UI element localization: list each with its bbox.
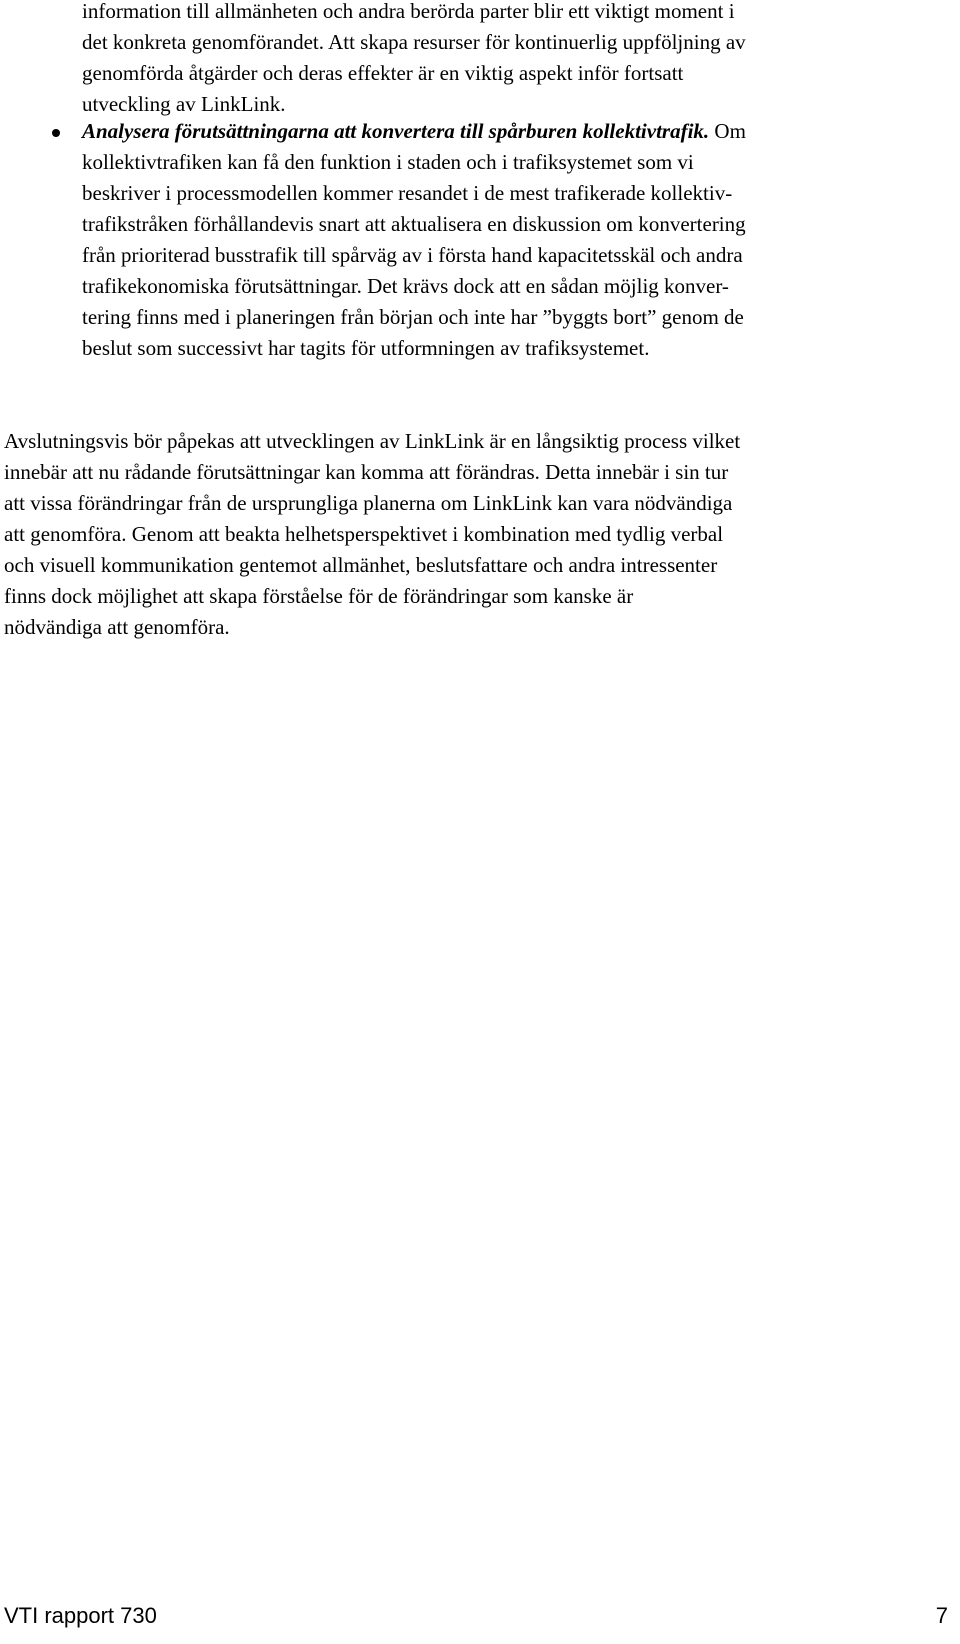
bullet-heading: Analysera förutsättningarna att konvertera till spårburen kollektivtrafik. [82,119,710,143]
text-line: tering finns med i planeringen från början och inte har ”byggts bort” genom de [82,305,744,329]
text-line: och visuell kommunikation gentemot allmänhet, beslutsfattare och andra intressenter [4,553,718,577]
text-line: Avslutningsvis bör påpekas att utvecklingen av LinkLink är en långsiktig process vilket [4,429,741,453]
text-line: trafikekonomiska förutsättningar. Det krävs dock att en sådan möjlig konver- [82,274,729,298]
text-line: finns dock möjlighet att skapa förståelse för de förändringar som kanske är [4,584,634,608]
page-number: 7 [935,1603,948,1628]
continuation-text [82,0,940,120]
report-label: VTI rapport 730 [4,1603,157,1628]
text-line: trafikstråken förhållandevis snart att aktualisera en diskussion om konvertering [82,212,746,236]
bullet-item [82,116,940,364]
text-line: att genomföra. Genom att beakta helhetsperspektivet i kombination med tydlig verbal [4,522,724,546]
text-line: information till allmänheten och andra berörda parter blir ett viktigt moment i [82,0,735,23]
text-line: att vissa förändringar från de ursprungliga planerna om LinkLink kan vara nödvändiga [4,491,733,515]
text-line: nödvändiga att genomföra. [4,615,230,639]
bullet-first-line [82,116,940,147]
text-line: från prioriterad busstrafik till spårväg av i första hand kapacitetsskäl och andra [82,243,743,267]
text-line: innebär att nu rådande förutsättningar kan komma att förändras. Detta innebär i sin tur [4,460,729,484]
bullet-first-line-rest: Om [714,119,746,143]
text-line: det konkreta genomförandet. Att skapa resurser för kontinuerlig uppföljning av [82,30,746,54]
text-line: beskriver i processmodellen kommer resandet i de mest trafikerade kollektiv- [82,181,733,205]
page-footer [4,1599,948,1633]
text-line: beslut som successivt har tagits för utformningen av trafiksystemet. [82,336,650,360]
closing-paragraph [4,426,940,643]
bullet-icon [52,129,60,137]
text-line: kollektivtrafiken kan få den funktion i staden och i trafiksystemet som vi [82,150,694,174]
text-line: genomförda åtgärder och deras effekter är en viktig aspekt inför fortsatt [82,61,684,85]
text-line: utveckling av LinkLink. [82,92,286,116]
